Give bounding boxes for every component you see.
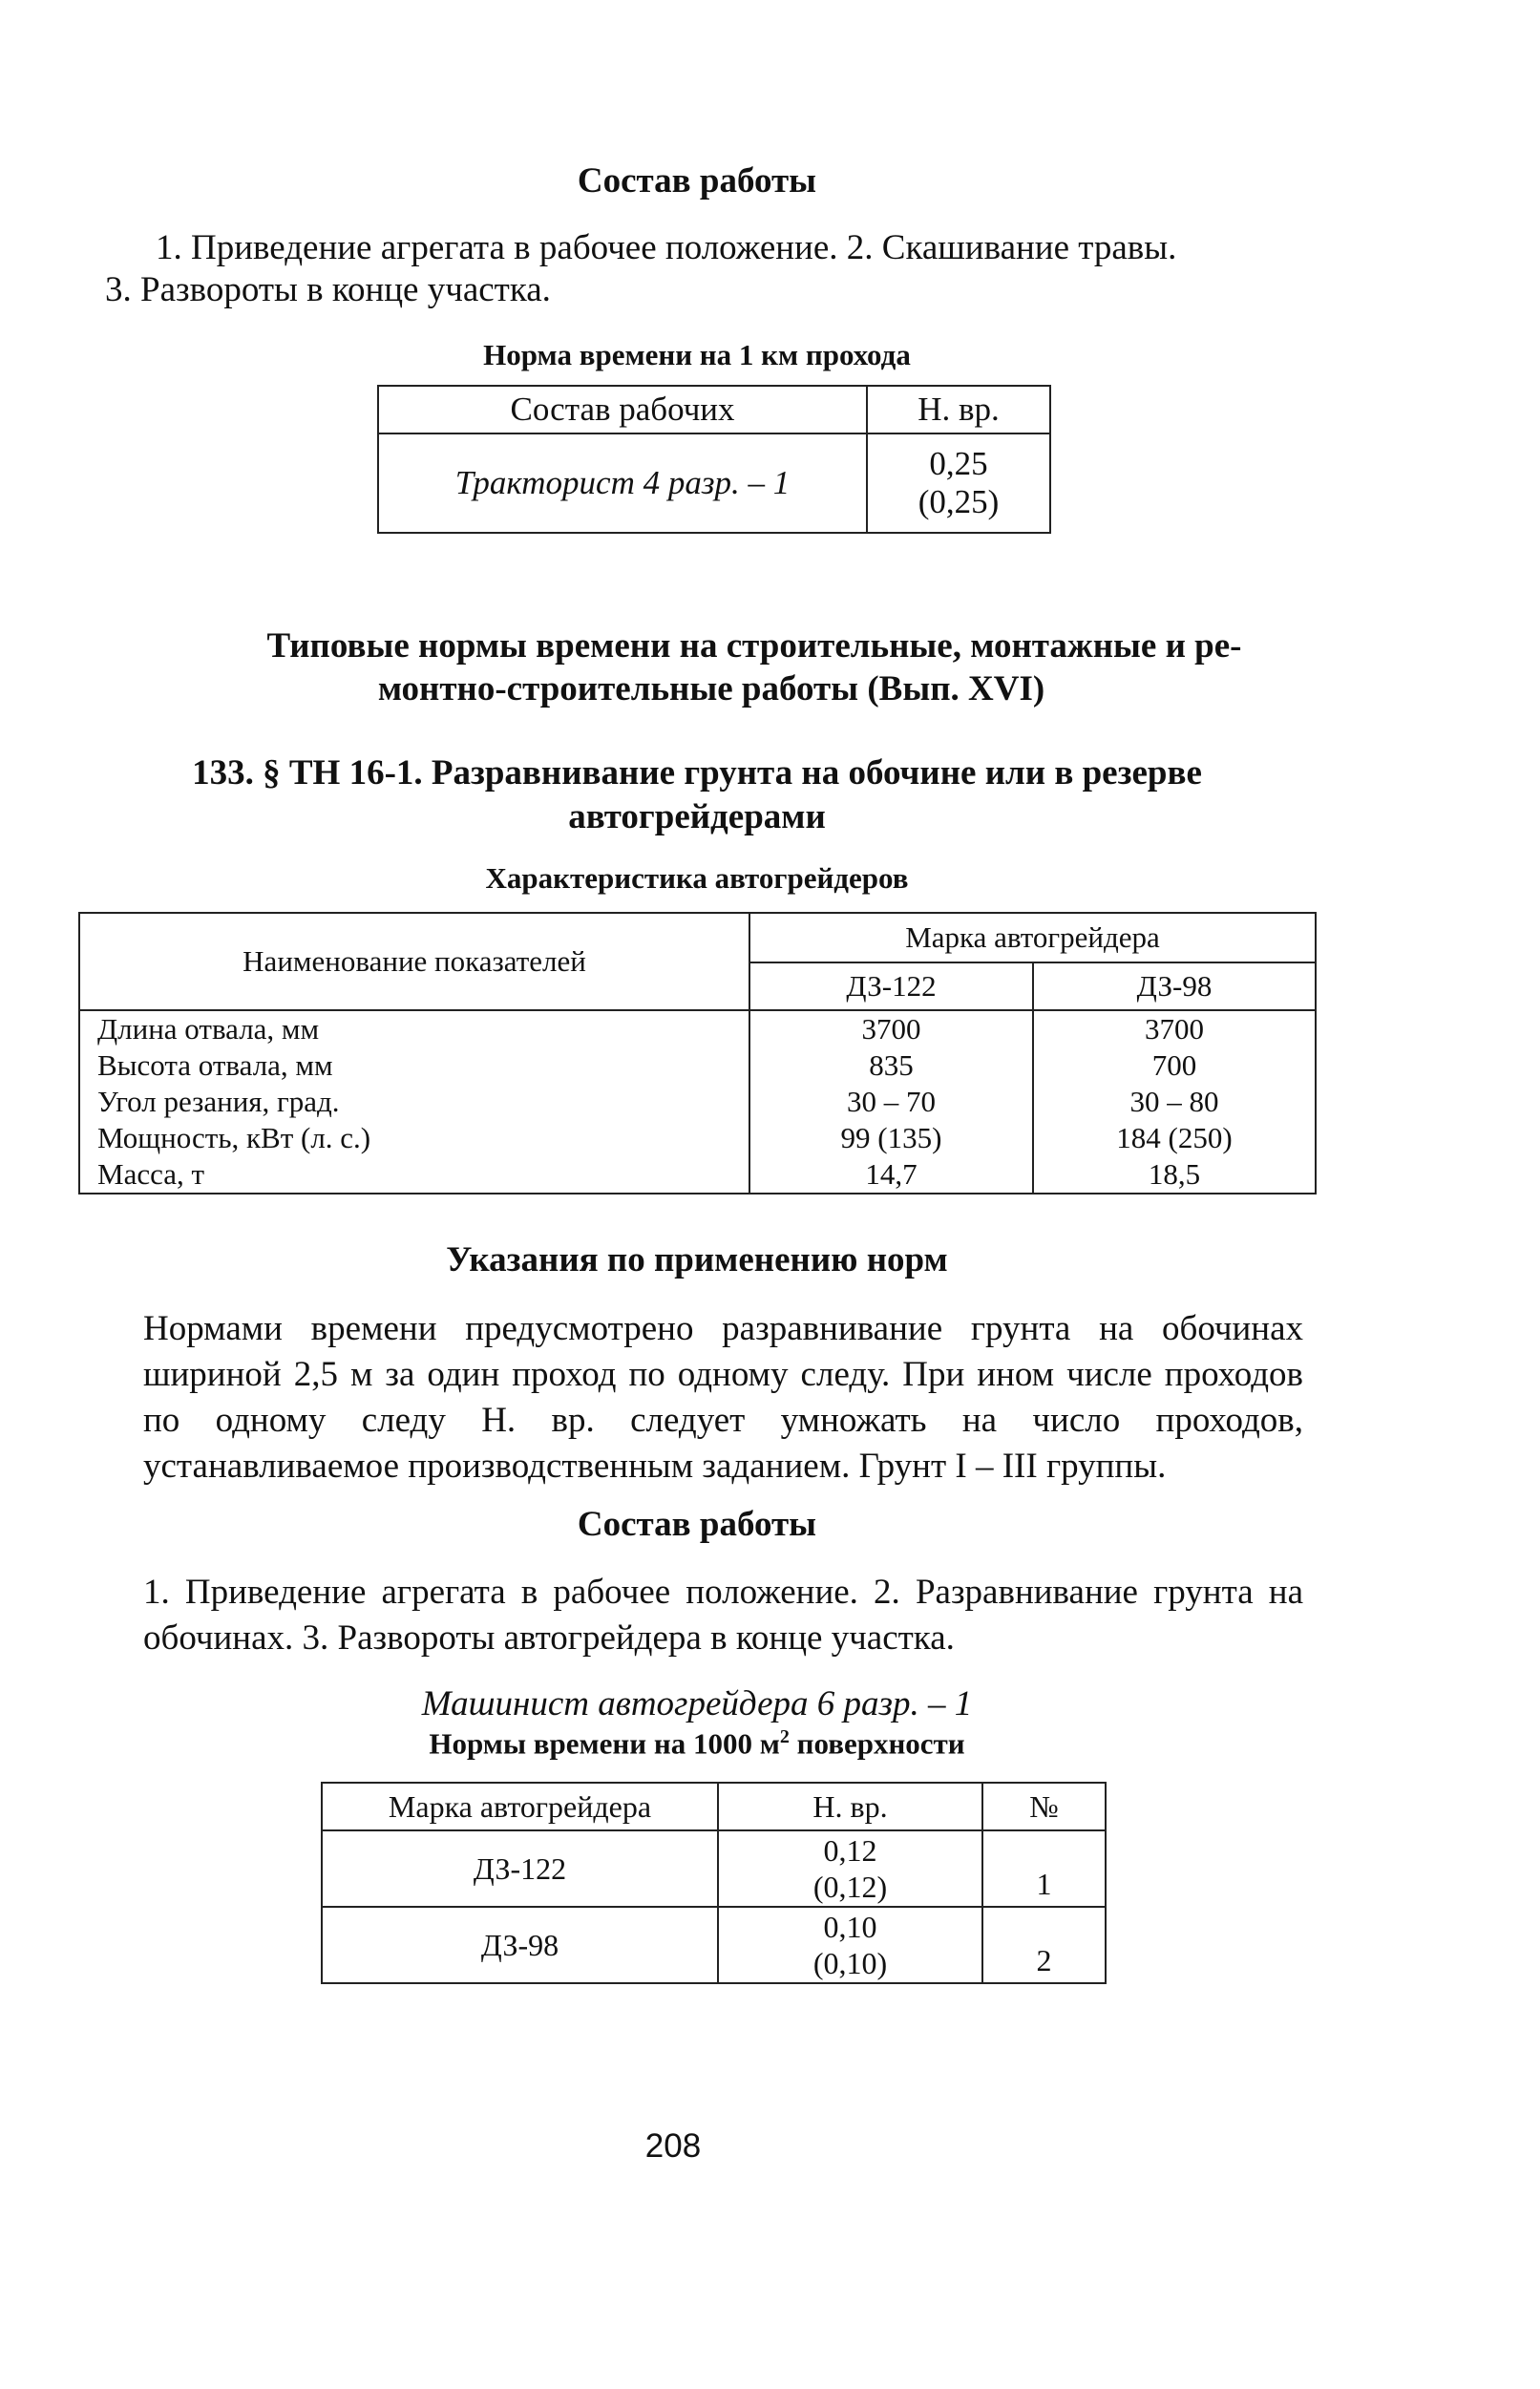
value-dz98: 700 (1033, 1047, 1316, 1084)
header-model-dz122: ДЗ-122 (749, 962, 1033, 1010)
table-row (79, 1010, 1316, 1047)
norm-cell (718, 1907, 982, 1983)
norm-value: 0,25 (929, 445, 988, 482)
norms-title-superscript: 2 (779, 1726, 790, 1747)
header-indicator-name: Наименование показателей (79, 913, 749, 1010)
page-number: 208 (644, 2127, 702, 2165)
time-norm-title: Норма времени на 1 км прохода (483, 338, 911, 371)
row-number: 2 (982, 1907, 1106, 1983)
norms-title-text: Нормы времени на 1000 м (429, 1726, 780, 1761)
work-composition-heading: Состав работы (577, 161, 817, 201)
crew-composition: Машинист автогрейдера 6 разр. – 1 (421, 1684, 973, 1723)
value-dz122: 3700 (749, 1010, 1033, 1047)
work-composition-line-1: 1. Приведение агрегата в рабочее положение. 2. Скашивание травы. (156, 228, 1177, 267)
norms-table (321, 1782, 1107, 1984)
worker-cell: Тракторист 4 разр. – 1 (378, 433, 867, 533)
table-row (79, 1047, 1316, 1084)
norm-value: 0,10 (823, 1910, 877, 1944)
grader-model: ДЗ-98 (322, 1907, 718, 1983)
norms-per-area-title (0, 1726, 1394, 1761)
header-model-dz98: ДЗ-98 (1033, 962, 1316, 1010)
norm-value-paren: (0,25) (918, 483, 1000, 520)
norm-cell (867, 433, 1050, 533)
value-dz122: 835 (749, 1047, 1033, 1084)
norm-value: 0,12 (823, 1833, 877, 1868)
norm-cell (718, 1830, 982, 1907)
grader-model: ДЗ-122 (322, 1830, 718, 1907)
value-dz98: 18,5 (1033, 1156, 1316, 1194)
work-composition-heading-2: Состав работы (577, 1505, 817, 1544)
value-dz122: 99 (135) (749, 1120, 1033, 1156)
collection-title-line-2: монтно-строительные работы (Вып. XVI) (377, 669, 1045, 708)
header-norm: Н. вр. (867, 386, 1050, 433)
table-row (322, 1907, 1106, 1983)
instructions-text: Нормами времени предусмотрено разравнивание грунта на обочинах шириной 2,5 м за один проход по одному следу. При ином числе проходов по одному следу Н. вр. следует умножать на число проходов, устанавливаемое производственным заданием. Грунт I – III группы. (143, 1309, 1303, 1486)
collection-title-line-1: Типовые нормы времени на строительные, монтажные и ре- (266, 626, 1242, 666)
instructions-heading: Указания по применению норм (446, 1240, 948, 1279)
value-dz122: 14,7 (749, 1156, 1033, 1194)
norm-value-paren: (0,10) (812, 1946, 888, 1980)
table-row (322, 1830, 1106, 1907)
table-row (79, 1084, 1316, 1120)
time-norm-table (377, 385, 1051, 534)
value-dz98: 3700 (1033, 1010, 1316, 1047)
indicator-name: Высота отвала, мм (79, 1047, 749, 1084)
characteristics-table (78, 912, 1317, 1194)
value-dz98: 184 (250) (1033, 1120, 1316, 1156)
row-number: 1 (982, 1830, 1106, 1907)
work-composition-text-2: 1. Приведение агрегата в рабочее положение. 2. Разравнивание грунта на обочинах. 3. Развороты автогрейдера в конце участка. (143, 1573, 1303, 1658)
header-norm: Н. вр. (718, 1783, 982, 1830)
value-dz98: 30 – 80 (1033, 1084, 1316, 1120)
norm-value-paren: (0,12) (812, 1870, 888, 1904)
norm-section-title-line-2: автогрейдерами (568, 797, 826, 836)
indicator-name: Мощность, кВт (л. с.) (79, 1120, 749, 1156)
indicator-name: Масса, т (79, 1156, 749, 1194)
value-dz122: 30 – 70 (749, 1084, 1033, 1120)
header-workers: Состав рабочих (378, 386, 867, 433)
work-composition-line-2: 3. Развороты в конце участка. (105, 270, 551, 309)
header-grader-brand: Марка автогрейдера (322, 1783, 718, 1830)
norm-section-title-line-1: 133. § ТН 16-1. Разравнивание грунта на обочине или в резерве (192, 753, 1202, 793)
indicator-name: Длина отвала, мм (79, 1010, 749, 1047)
characteristics-title: Характеристика автогрейдеров (485, 861, 909, 895)
indicator-name: Угол резания, град. (79, 1084, 749, 1120)
norms-title-text-end: поверхности (789, 1726, 965, 1761)
table-row (79, 1156, 1316, 1194)
table-row (79, 1120, 1316, 1156)
header-number: № (982, 1783, 1106, 1830)
header-grader-brand: Марка автогрейдера (749, 913, 1316, 962)
